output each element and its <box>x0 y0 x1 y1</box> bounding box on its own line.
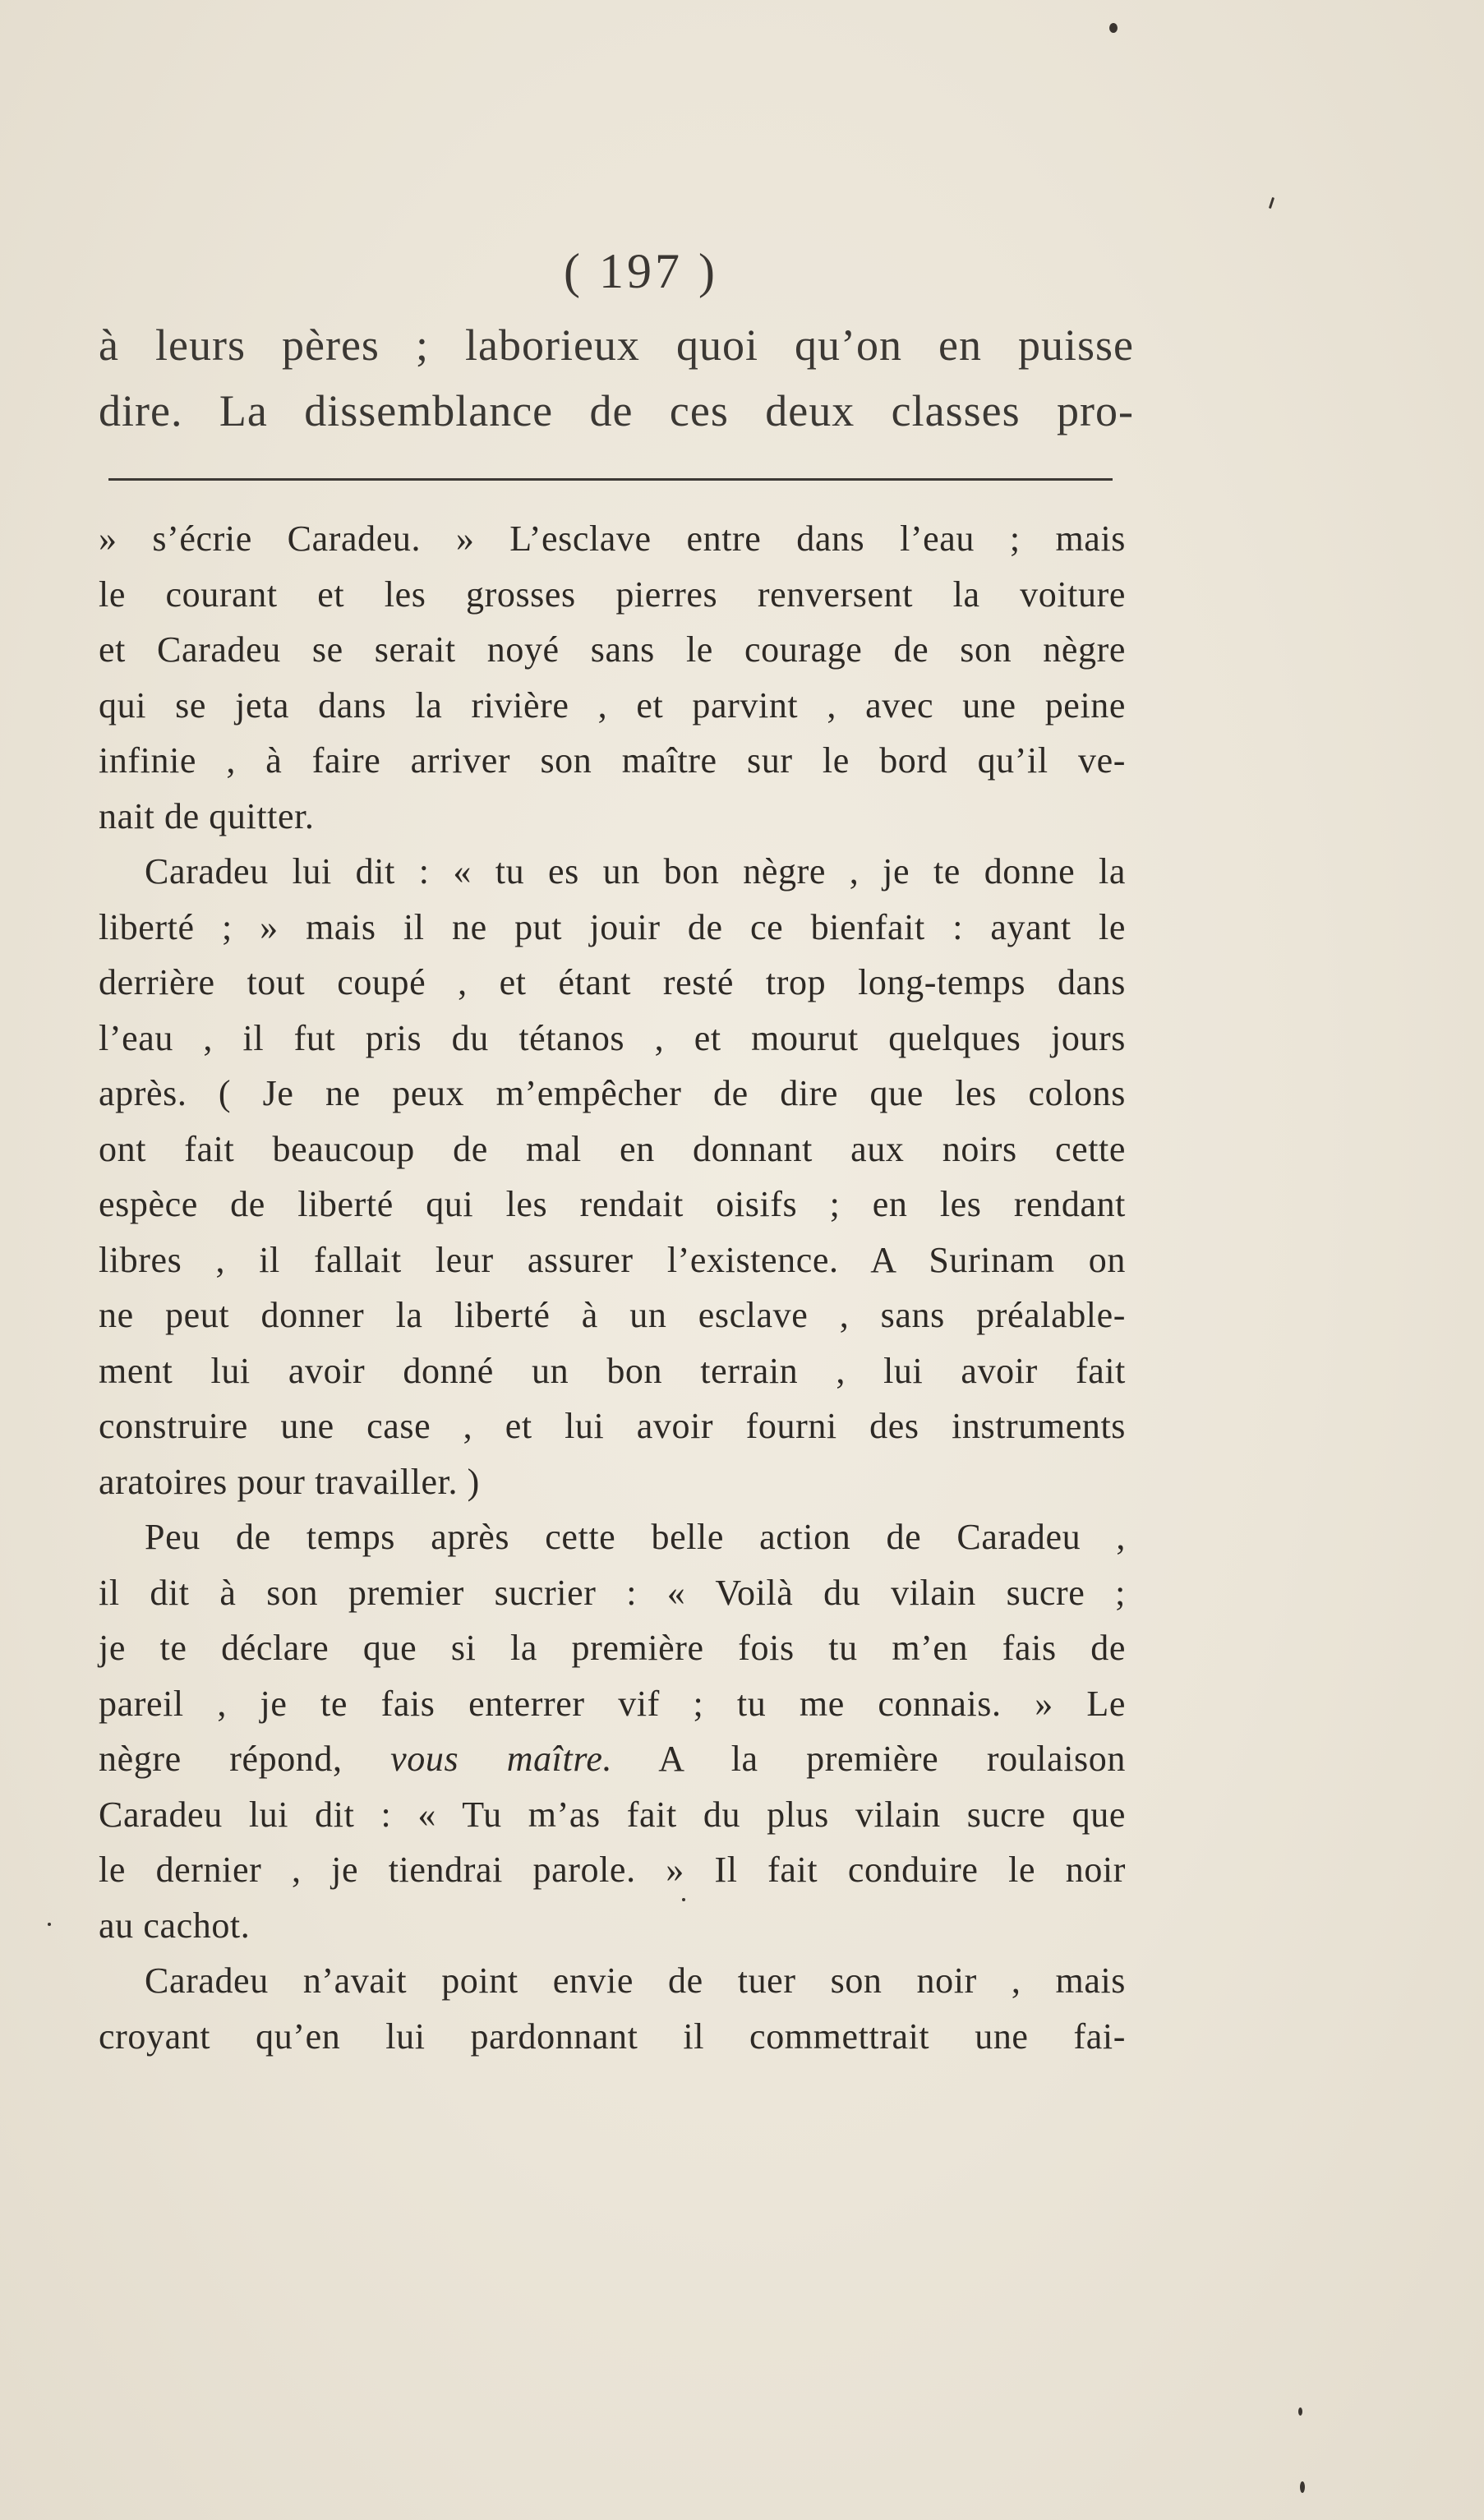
text-line: liberté ; » mais il ne put jouir de ce bienfait : ayant le <box>99 906 1126 947</box>
text-line: infinie , à faire arriver son maître sur le bord qu’il ve- <box>99 740 1126 781</box>
text-segment: A la première roulaison <box>658 1739 1126 1779</box>
text-line: derrière tout coupé , et étant resté trop long-temps dans <box>99 962 1126 1002</box>
ink-speck <box>1300 2481 1305 2493</box>
ink-speck <box>1109 23 1118 33</box>
ink-speck <box>1298 2407 1302 2416</box>
text-line: à leurs pères ; laborieux quoi qu’on en puisse <box>99 320 1134 370</box>
text-line: pareil , je te fais enterrer vif ; tu me connais. » Le <box>99 1683 1126 1724</box>
italic-phrase: vous maître. <box>390 1739 613 1779</box>
text-line: Caradeu lui dit : « Tu m’as fait du plus vilain sucre que <box>99 1794 1126 1835</box>
text-line: aratoires pour travailler. ) <box>99 1461 480 1502</box>
text-line: libres , il fallait leur assurer l’existence. A Surinam on <box>99 1239 1126 1280</box>
text-line: ne peut donner la liberté à un esclave , sans préalable- <box>99 1295 1126 1335</box>
footnote-text-block <box>99 511 1126 2064</box>
text-line: Peu de temps après cette belle action de Caradeu , <box>145 1517 1126 1557</box>
text-line: le dernier , je tiendrai parole. » Il fait conduire le noir <box>99 1850 1126 1890</box>
text-line: croyant qu’en lui pardonnant il commettrait une fai- <box>99 2016 1126 2057</box>
continued-text-block <box>99 312 1134 444</box>
ink-speck <box>48 1923 51 1926</box>
page-number: ( 197 ) <box>564 244 718 298</box>
text-line: » s’écrie Caradeu. » L’esclave entre dans l’eau ; mais <box>99 518 1126 559</box>
text-line: Caradeu n’avait point envie de tuer son noir , mais <box>145 1960 1126 2001</box>
text-line: nait de quitter. <box>99 795 315 836</box>
text-line: construire une case , et lui avoir fourni des instruments <box>99 1406 1126 1446</box>
ink-speck <box>1269 197 1274 209</box>
text-line: et Caradeu se serait noyé sans le courage de son nègre <box>99 629 1126 670</box>
text-line <box>99 1731 1126 1787</box>
text-line: après. ( Je ne peux m’empêcher de dire que les colons <box>99 1073 1126 1113</box>
text-segment: nègre répond, <box>99 1739 343 1779</box>
text-line: dire. La dissemblance de ces deux classes pro- <box>99 386 1134 435</box>
text-line: espèce de liberté qui les rendait oisifs ; en les rendant <box>99 1184 1126 1224</box>
text-line: je te déclare que si la première fois tu m’en fais de <box>99 1628 1126 1668</box>
text-line: au cachot. <box>99 1905 251 1946</box>
text-line: le courant et les grosses pierres renversent la voiture <box>99 574 1126 615</box>
text-line: qui se jeta dans la rivière , et parvint , avec une peine <box>99 684 1126 726</box>
text-line: ment lui avoir donné un bon terrain , lui avoir fait <box>99 1350 1126 1391</box>
text-line: l’eau , il fut pris du tétanos , et mourut quelques jours <box>99 1017 1126 1058</box>
text-line: il dit à son premier sucrier : « Voilà du vilain sucre ; <box>99 1572 1126 1613</box>
text-line: Caradeu lui dit : « tu es un bon nègre , je te donne la <box>145 851 1126 891</box>
text-line: ont fait beaucoup de mal en donnant aux noirs cette <box>99 1128 1126 1169</box>
section-divider <box>108 478 1113 481</box>
